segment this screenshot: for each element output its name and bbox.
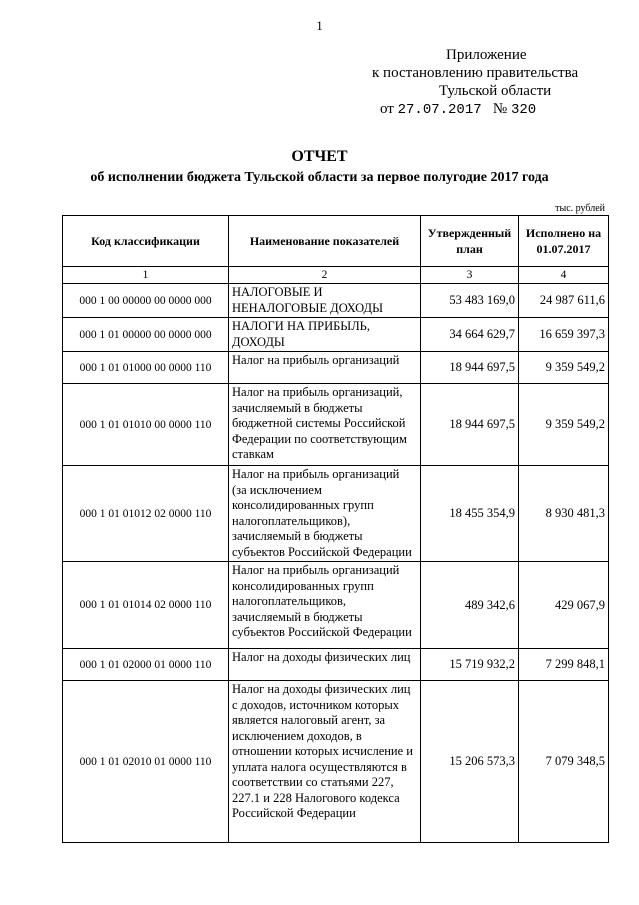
row-done: 9 359 549,2 bbox=[519, 384, 609, 466]
row-name: Налог на доходы физических лиц с доходов, источником которых является налоговый агент, за исключением доходов, в отношении которых исчисление и уплата налога осуществляются в соответствии со статьями 227, 227.1 и 228 Налогового кодекса Российской Федерации bbox=[229, 681, 421, 843]
row-plan: 18 944 697,5 bbox=[421, 384, 519, 466]
row-code: 000 1 01 02000 01 0000 110 bbox=[63, 649, 229, 681]
row-plan: 18 944 697,5 bbox=[421, 352, 519, 384]
row-done: 429 067,9 bbox=[519, 562, 609, 649]
header-name: Наименование показателей bbox=[229, 216, 421, 267]
row-name: НАЛОГОВЫЕ И НЕНАЛОГОВЫЕ ДОХОДЫ bbox=[229, 284, 421, 318]
row-plan: 34 664 629,7 bbox=[421, 318, 519, 352]
appendix-line-2: к постановлению правительства bbox=[372, 65, 579, 81]
row-plan: 489 342,6 bbox=[421, 562, 519, 649]
decree-date: 27.07.2017 bbox=[397, 102, 482, 118]
row-done: 7 299 848,1 bbox=[519, 649, 609, 681]
date-prefix: от bbox=[380, 101, 394, 117]
header-code: Код классификации bbox=[63, 216, 229, 267]
row-code: 000 1 01 01014 02 0000 110 bbox=[63, 562, 229, 649]
column-number: 1 bbox=[63, 267, 229, 284]
table-row bbox=[63, 562, 609, 649]
row-name: Налог на прибыль организаций bbox=[229, 352, 421, 384]
row-code: 000 1 00 00000 00 0000 000 bbox=[63, 284, 229, 318]
header-done: Исполнено на 01.07.2017 bbox=[519, 216, 609, 267]
table-row bbox=[63, 384, 609, 466]
row-name: НАЛОГИ НА ПРИБЫЛЬ, ДОХОДЫ bbox=[229, 318, 421, 352]
header-row bbox=[63, 216, 609, 267]
column-number: 3 bbox=[421, 267, 519, 284]
report-subtitle: об исполнении бюджета Тульской области за первое полугодие 2017 года bbox=[90, 170, 549, 185]
row-name: Налог на прибыль организаций консолидированных групп налогоплательщиков, зачисляемый в бюджеты субъектов Российской Федерации bbox=[229, 562, 421, 649]
appendix-date-line bbox=[348, 100, 598, 119]
row-done: 9 359 549,2 bbox=[519, 352, 609, 384]
row-done: 8 930 481,3 bbox=[519, 466, 609, 562]
budget-table bbox=[62, 215, 609, 843]
report-title: ОТЧЕТ bbox=[291, 148, 348, 165]
table-row bbox=[63, 318, 609, 352]
row-name: Налог на доходы физических лиц bbox=[229, 649, 421, 681]
decree-number: 320 bbox=[510, 102, 537, 118]
row-code: 000 1 01 00000 00 0000 000 bbox=[63, 318, 229, 352]
row-plan: 53 483 169,0 bbox=[421, 284, 519, 318]
table-row bbox=[63, 681, 609, 843]
appendix-line-1: Приложение bbox=[446, 47, 527, 63]
row-plan: 15 206 573,3 bbox=[421, 681, 519, 843]
appendix-line-3: Тульской области bbox=[439, 83, 552, 99]
row-code: 000 1 01 01000 00 0000 110 bbox=[63, 352, 229, 384]
row-code: 000 1 01 01010 00 0000 110 bbox=[63, 384, 229, 466]
table-row bbox=[63, 352, 609, 384]
table-row bbox=[63, 284, 609, 318]
column-number: 4 bbox=[519, 267, 609, 284]
table-row bbox=[63, 466, 609, 562]
number-sign: № bbox=[492, 101, 508, 117]
row-done: 24 987 611,6 bbox=[519, 284, 609, 318]
page-number: 1 bbox=[316, 18, 323, 33]
row-code: 000 1 01 02010 01 0000 110 bbox=[63, 681, 229, 843]
row-done: 7 079 348,5 bbox=[519, 681, 609, 843]
column-number-row bbox=[63, 267, 609, 284]
row-code: 000 1 01 01012 02 0000 110 bbox=[63, 466, 229, 562]
row-name: Налог на прибыль организаций, зачисляемый в бюджеты бюджетной системы Российской Федерации по соответствующим ставкам bbox=[229, 384, 421, 466]
row-plan: 15 719 932,2 bbox=[421, 649, 519, 681]
row-plan: 18 455 354,9 bbox=[421, 466, 519, 562]
row-done: 16 659 397,3 bbox=[519, 318, 609, 352]
row-name: Налог на прибыль организаций (за исключением консолидированных групп налогоплательщиков), зачисляемый в бюджеты субъектов Российской Федерации bbox=[229, 466, 421, 562]
header-plan: Утвержденный план bbox=[421, 216, 519, 267]
column-number: 2 bbox=[229, 267, 421, 284]
appendix-block bbox=[348, 46, 598, 119]
table-row bbox=[63, 649, 609, 681]
unit-label: тыс. рублей bbox=[555, 203, 605, 214]
